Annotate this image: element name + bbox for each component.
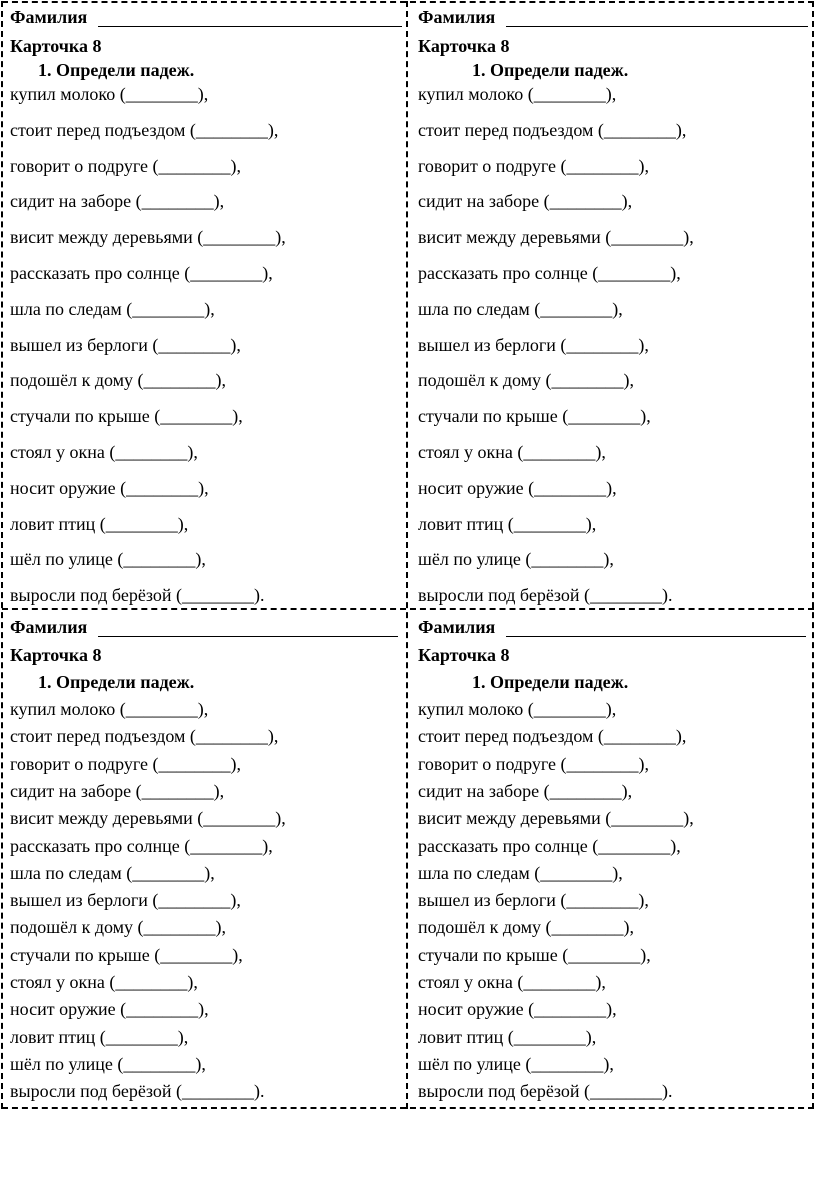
- surname-answer-line: [98, 26, 402, 27]
- exercise-phrase: стучали по крыше (________),: [10, 406, 243, 427]
- cut-line-left: [1, 1, 3, 1109]
- exercise-phrase: сидит на заборе (________),: [418, 191, 633, 212]
- exercise-phrase: говорит о подруге (________),: [10, 753, 241, 774]
- exercise-phrase: стоит перед подъездом (________),: [10, 119, 279, 140]
- exercise-phrase: говорит о подруге (________),: [418, 753, 649, 774]
- exercise-phrase: подошёл к дому (________),: [10, 370, 227, 391]
- exercise-phrase: вышел из берлоги (________),: [10, 334, 241, 355]
- exercise-phrase: вышел из берлоги (________),: [418, 334, 649, 355]
- exercise-phrase: стоял у окна (________),: [418, 442, 606, 462]
- exercise-phrase: ловит птиц (________),: [10, 1026, 189, 1047]
- task-heading: 1. Определи падеж.: [472, 672, 629, 692]
- exercise-phrase: носит оружие (________),: [10, 999, 209, 1020]
- exercise-phrase: сидит на заборе (________),: [10, 191, 225, 212]
- exercise-phrase: висит между деревьями (________),: [418, 227, 694, 248]
- exercise-phrase: вышел из берлоги (________),: [10, 890, 241, 911]
- exercise-phrase: сидит на заборе (________),: [418, 780, 633, 801]
- exercise-phrase: шла по следам (________),: [418, 862, 623, 883]
- exercise-phrase: выросли под берёзой (________).: [10, 1081, 265, 1102]
- exercise-phrase: подошёл к дому (________),: [418, 370, 635, 391]
- exercise-phrase: рассказать про солнце (________),: [418, 263, 681, 283]
- exercise-phrase: купил молоко (________),: [10, 84, 209, 104]
- exercise-phrase: шёл по улице (________),: [418, 1053, 614, 1074]
- cut-line-bottom: [2, 1107, 814, 1109]
- surname-field[interactable]: [418, 6, 814, 30]
- exercise-phrase: выросли под берёзой (________).: [10, 585, 265, 606]
- card-title: Карточка 8: [10, 36, 102, 56]
- exercise-phrase: стоял у окна (________),: [418, 972, 606, 992]
- exercise-phrase: выросли под берёзой (________).: [418, 585, 673, 606]
- surname-label: Фамилия: [10, 617, 88, 637]
- surname-label: Фамилия: [418, 617, 496, 637]
- exercise-phrase: вышел из берлоги (________),: [418, 890, 649, 911]
- exercise-phrase: говорит о подруге (________),: [10, 155, 241, 176]
- exercise-phrase: подошёл к дому (________),: [418, 917, 635, 938]
- exercise-phrase: стоит перед подъездом (________),: [418, 726, 687, 747]
- exercise-phrase: купил молоко (________),: [10, 699, 209, 719]
- exercise-phrase: стоял у окна (________),: [10, 972, 198, 992]
- exercise-phrase: стоял у окна (________),: [10, 442, 198, 462]
- exercise-phrase: шёл по улице (________),: [10, 549, 206, 570]
- exercise-phrase: стучали по крыше (________),: [418, 944, 651, 965]
- exercise-phrase: рассказать про солнце (________),: [10, 835, 273, 856]
- card-title: Карточка 8: [418, 645, 510, 665]
- exercise-phrase: носит оружие (________),: [418, 477, 617, 498]
- surname-answer-line: [506, 636, 806, 637]
- cut-line-right: [812, 1, 814, 1109]
- cut-line-center: [406, 1, 408, 1109]
- exercise-phrase: шла по следам (________),: [418, 298, 623, 319]
- surname-field[interactable]: [10, 616, 406, 640]
- exercise-phrase: стоит перед подъездом (________),: [10, 726, 279, 747]
- exercise-phrase: шёл по улице (________),: [10, 1053, 206, 1074]
- exercise-phrase: шёл по улице (________),: [418, 549, 614, 570]
- exercise-phrase: висит между деревьями (________),: [10, 808, 286, 829]
- task-heading: 1. Определи падеж.: [38, 60, 195, 80]
- exercise-phrase: висит между деревьями (________),: [10, 227, 286, 248]
- exercise-phrase: купил молоко (________),: [418, 699, 617, 719]
- surname-field[interactable]: [418, 616, 814, 640]
- exercise-phrase: висит между деревьями (________),: [418, 808, 694, 829]
- exercise-phrase: купил молоко (________),: [418, 84, 617, 104]
- exercise-phrase: стучали по крыше (________),: [10, 944, 243, 965]
- exercise-phrase: носит оружие (________),: [418, 999, 617, 1020]
- exercise-phrase: рассказать про солнце (________),: [418, 835, 681, 856]
- exercise-phrase: ловит птиц (________),: [418, 513, 597, 534]
- surname-answer-line: [98, 636, 398, 637]
- exercise-phrase: шла по следам (________),: [10, 298, 215, 319]
- cut-line-top: [2, 1, 814, 3]
- exercise-phrase: рассказать про солнце (________),: [10, 263, 273, 283]
- exercise-phrase: ловит птиц (________),: [418, 1026, 597, 1047]
- surname-label: Фамилия: [418, 7, 496, 27]
- exercise-phrase: сидит на заборе (________),: [10, 780, 225, 801]
- exercise-phrase: ловит птиц (________),: [10, 513, 189, 534]
- exercise-phrase: подошёл к дому (________),: [10, 917, 227, 938]
- exercise-phrase: шла по следам (________),: [10, 862, 215, 883]
- card-title: Карточка 8: [418, 36, 510, 56]
- exercise-phrase: выросли под берёзой (________).: [418, 1081, 673, 1102]
- exercise-phrase: стоит перед подъездом (________),: [418, 119, 687, 140]
- surname-field[interactable]: [10, 6, 406, 30]
- exercise-phrase: стучали по крыше (________),: [418, 406, 651, 427]
- surname-answer-line: [506, 26, 808, 27]
- task-heading: 1. Определи падеж.: [472, 60, 629, 80]
- surname-label: Фамилия: [10, 7, 88, 27]
- task-heading: 1. Определи падеж.: [38, 672, 195, 692]
- exercise-phrase: говорит о подруге (________),: [418, 155, 649, 176]
- card-title: Карточка 8: [10, 645, 102, 665]
- exercise-phrase: носит оружие (________),: [10, 477, 209, 498]
- cut-line-middle: [2, 608, 814, 610]
